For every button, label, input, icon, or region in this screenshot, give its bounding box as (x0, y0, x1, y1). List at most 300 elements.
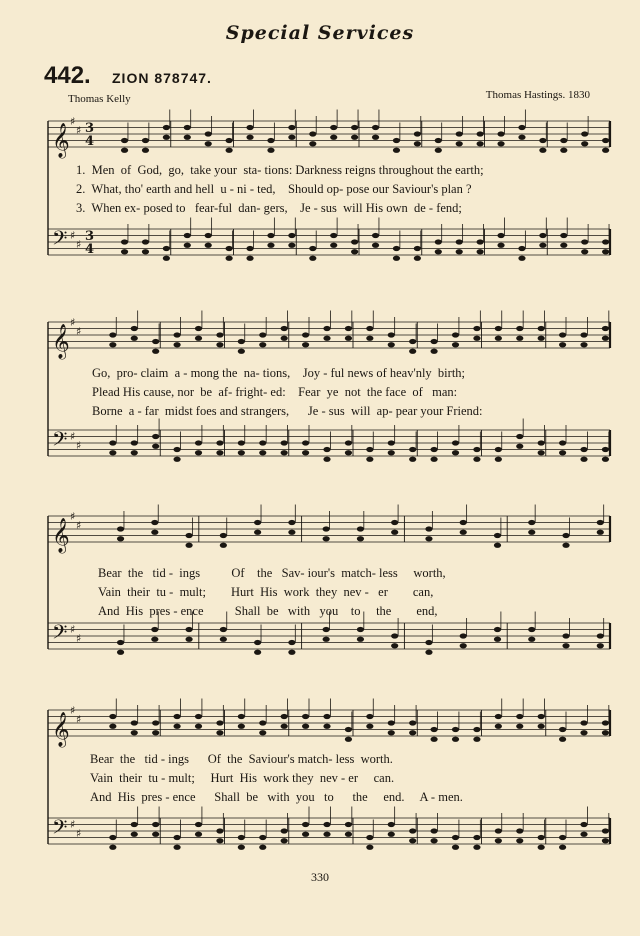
note-head (302, 332, 309, 337)
note-head (516, 724, 523, 729)
note-head (366, 326, 373, 331)
note-head (425, 640, 432, 645)
note-head (409, 730, 416, 735)
note-head (366, 724, 373, 729)
note-head (281, 336, 288, 341)
note-head (495, 838, 502, 843)
note-head (560, 233, 567, 238)
note-head (495, 447, 502, 452)
lyric-line: 3. When ex- posed to fear-ful dan- gers, Je - sus will His own de - fend; (76, 201, 462, 215)
note-head (267, 233, 274, 238)
note-head (205, 141, 212, 146)
note-head (581, 131, 588, 136)
note-head (409, 339, 416, 344)
note-head (452, 845, 459, 850)
note-head (226, 246, 233, 251)
note-head (259, 332, 266, 337)
note-head (559, 450, 566, 455)
note-head (559, 727, 566, 732)
note-head (602, 249, 609, 254)
bass-clef-icon: 𝄢 (52, 620, 68, 649)
note-head (121, 249, 128, 254)
note-head (267, 138, 274, 143)
note-head (238, 714, 245, 719)
note-head (109, 342, 116, 347)
note-head (117, 640, 124, 645)
note-head (538, 450, 545, 455)
sharp-icon: ♯ (76, 519, 82, 532)
note-head (456, 249, 463, 254)
note-head (195, 326, 202, 331)
sharp-icon: ♯ (70, 229, 76, 242)
hymn-author: Thomas Kelly (68, 93, 131, 105)
note-head (121, 148, 128, 153)
note-head (288, 233, 295, 238)
note-head (431, 339, 438, 344)
note-head (580, 720, 587, 725)
note-head (195, 822, 202, 827)
note-head (538, 326, 545, 331)
note-head (560, 138, 567, 143)
note-head (174, 845, 181, 850)
note-head (142, 239, 149, 244)
note-head (538, 835, 545, 840)
note-head (259, 440, 266, 445)
note-head (323, 714, 330, 719)
note-head (259, 720, 266, 725)
note-head (388, 440, 395, 445)
note-head (460, 643, 467, 648)
note-head (560, 243, 567, 248)
note-head (495, 326, 502, 331)
note-head (216, 342, 223, 347)
sharp-icon: ♯ (76, 124, 82, 137)
lyric-line: Borne a - far midst foes and strangers, Je - sus will ap- pear your Friend: (92, 404, 483, 418)
note-head (477, 239, 484, 244)
note-head (538, 336, 545, 341)
note-head (345, 336, 352, 341)
note-head (602, 148, 609, 153)
note-head (152, 444, 159, 449)
note-head (151, 520, 158, 525)
note-head (580, 832, 587, 837)
note-head (323, 822, 330, 827)
sharp-icon: ♯ (70, 430, 76, 443)
note-head (388, 332, 395, 337)
note-head (109, 845, 116, 850)
note-head (216, 332, 223, 337)
note-head (259, 730, 266, 735)
note-head (259, 835, 266, 840)
note-head (580, 332, 587, 337)
note-head (259, 450, 266, 455)
note-head (151, 637, 158, 642)
note-head (425, 526, 432, 531)
note-head (205, 131, 212, 136)
page-number: 330 (311, 870, 329, 884)
note-head (539, 243, 546, 248)
hymn-number: 442. (44, 62, 91, 89)
note-head (302, 724, 309, 729)
note-head (345, 440, 352, 445)
note-head (238, 349, 245, 354)
note-head (195, 832, 202, 837)
note-head (431, 727, 438, 732)
note-head (452, 450, 459, 455)
note-head (216, 828, 223, 833)
note-head (516, 714, 523, 719)
note-head (330, 125, 337, 130)
note-head (238, 835, 245, 840)
note-head (351, 239, 358, 244)
note-head (497, 243, 504, 248)
note-head (366, 447, 373, 452)
note-head (195, 450, 202, 455)
note-head (121, 239, 128, 244)
note-head (409, 447, 416, 452)
note-head (152, 730, 159, 735)
lyric-line: 2. What, tho' earth and hell u - ni - ted, Should op- pose our Saviour's plan ? (76, 182, 472, 196)
note-head (302, 832, 309, 837)
note-head (121, 138, 128, 143)
note-head (195, 724, 202, 729)
note-head (330, 243, 337, 248)
note-head (109, 450, 116, 455)
note-head (163, 125, 170, 130)
note-head (538, 440, 545, 445)
note-head (580, 822, 587, 827)
treble-clef-icon: 𝄞 (52, 518, 70, 553)
note-head (414, 246, 421, 251)
note-head (246, 135, 253, 140)
lyric-line: And His pres - ence Shall be with you to the end. A - men. (90, 790, 463, 804)
note-head (131, 720, 138, 725)
note-head (494, 543, 501, 548)
note-head (425, 536, 432, 541)
sharp-icon: ♯ (70, 115, 76, 128)
note-head (323, 627, 330, 632)
time-signature: 4 (85, 242, 95, 257)
note-head (456, 239, 463, 244)
note-head (309, 246, 316, 251)
note-head (431, 447, 438, 452)
note-head (226, 138, 233, 143)
note-head (238, 339, 245, 344)
note-head (174, 332, 181, 337)
note-head (497, 233, 504, 238)
note-head (516, 326, 523, 331)
note-head (109, 835, 116, 840)
note-head (174, 835, 181, 840)
lyric-line: And His pres - ence Shall be with you to the end, (98, 604, 438, 618)
note-head (518, 256, 525, 261)
note-head (495, 724, 502, 729)
note-head (495, 336, 502, 341)
note-head (409, 828, 416, 833)
note-head (473, 457, 480, 462)
note-head (238, 440, 245, 445)
note-head (281, 326, 288, 331)
note-head (602, 720, 609, 725)
note-head (163, 135, 170, 140)
page-header: Special Services (225, 22, 415, 44)
note-head (323, 336, 330, 341)
note-head (366, 457, 373, 462)
note-head (246, 125, 253, 130)
note-head (117, 536, 124, 541)
note-head (152, 434, 159, 439)
note-head (184, 125, 191, 130)
note-head (580, 457, 587, 462)
note-head (562, 543, 569, 548)
note-head (238, 450, 245, 455)
note-head (226, 148, 233, 153)
note-head (302, 714, 309, 719)
note-head (288, 125, 295, 130)
note-head (216, 440, 223, 445)
hymn-composer: Thomas Hastings. 1830 (485, 89, 590, 101)
note-head (372, 233, 379, 238)
note-head (351, 125, 358, 130)
note-head (195, 714, 202, 719)
note-head (330, 233, 337, 238)
note-head (518, 246, 525, 251)
note-head (602, 838, 609, 843)
note-head (559, 835, 566, 840)
sharp-icon: ♯ (76, 238, 82, 251)
note-head (452, 440, 459, 445)
lyric-line: Bear the tid - ings Of the Sav- iour's match- less worth, (98, 566, 446, 580)
note-head (452, 737, 459, 742)
sharp-icon: ♯ (76, 439, 82, 452)
note-head (456, 131, 463, 136)
note-head (452, 727, 459, 732)
note-head (562, 633, 569, 638)
note-head (345, 737, 352, 742)
note-head (516, 838, 523, 843)
note-head (267, 148, 274, 153)
note-head (345, 822, 352, 827)
note-head (497, 131, 504, 136)
note-head (435, 148, 442, 153)
note-head (109, 714, 116, 719)
note-head (581, 141, 588, 146)
note-head (372, 135, 379, 140)
note-head (528, 530, 535, 535)
note-head (391, 530, 398, 535)
note-head (288, 640, 295, 645)
note-head (246, 256, 253, 261)
note-head (477, 249, 484, 254)
note-head (302, 440, 309, 445)
note-head (185, 627, 192, 632)
note-head (494, 627, 501, 632)
note-head (288, 530, 295, 535)
note-head (152, 822, 159, 827)
note-head (516, 444, 523, 449)
note-head (267, 243, 274, 248)
note-head (528, 520, 535, 525)
note-head (259, 342, 266, 347)
note-head (288, 243, 295, 248)
note-head (131, 336, 138, 341)
tune-name: ZION 878747. (112, 70, 212, 86)
note-head (151, 627, 158, 632)
sharp-icon: ♯ (76, 827, 82, 840)
note-head (281, 714, 288, 719)
note-head (281, 838, 288, 843)
note-head (518, 125, 525, 130)
note-head (393, 138, 400, 143)
note-head (539, 138, 546, 143)
note-head (131, 450, 138, 455)
note-head (131, 730, 138, 735)
note-head (559, 332, 566, 337)
note-head (494, 637, 501, 642)
note-head (220, 637, 227, 642)
note-head (495, 714, 502, 719)
note-head (414, 141, 421, 146)
sharp-icon: ♯ (76, 713, 82, 726)
note-head (131, 326, 138, 331)
sharp-icon: ♯ (76, 632, 82, 645)
note-head (597, 520, 604, 525)
note-head (220, 627, 227, 632)
note-head (142, 148, 149, 153)
note-head (452, 342, 459, 347)
note-head (226, 256, 233, 261)
note-head (391, 633, 398, 638)
note-head (174, 447, 181, 452)
lyric-line: Plead His cause, nor be af- fright- ed: Fear ye not the face of man: (92, 385, 458, 399)
note-head (473, 336, 480, 341)
sharp-icon: ♯ (70, 316, 76, 329)
note-head (109, 440, 116, 445)
note-head (366, 336, 373, 341)
note-head (425, 650, 432, 655)
note-head (539, 233, 546, 238)
lyric-line: 1. Men of God, go, take your sta- tions: Darkness reigns throughout the earth; (76, 163, 484, 177)
note-head (602, 138, 609, 143)
note-head (431, 737, 438, 742)
note-head (538, 714, 545, 719)
note-head (473, 737, 480, 742)
note-head (259, 845, 266, 850)
note-head (117, 526, 124, 531)
note-head (516, 336, 523, 341)
note-head (388, 720, 395, 725)
note-head (580, 730, 587, 735)
note-head (538, 845, 545, 850)
note-head (323, 832, 330, 837)
note-head (597, 530, 604, 535)
note-head (559, 440, 566, 445)
note-head (409, 720, 416, 725)
note-head (357, 526, 364, 531)
note-head (309, 131, 316, 136)
lyric-line: Bear the tid - ings Of the Saviour's match- less worth. (90, 752, 393, 766)
note-head (602, 457, 609, 462)
note-head (559, 737, 566, 742)
note-head (246, 246, 253, 251)
note-head (473, 835, 480, 840)
note-head (372, 125, 379, 130)
time-signature: 4 (85, 134, 95, 149)
note-head (195, 440, 202, 445)
note-head (163, 246, 170, 251)
note-head (288, 520, 295, 525)
note-head (431, 838, 438, 843)
note-head (391, 520, 398, 525)
note-head (414, 131, 421, 136)
note-head (323, 637, 330, 642)
sharp-icon: ♯ (70, 818, 76, 831)
note-head (220, 543, 227, 548)
note-head (580, 447, 587, 452)
note-head (238, 724, 245, 729)
note-head (388, 450, 395, 455)
note-head (281, 828, 288, 833)
lyric-line: Go, pro- claim a - mong the na- tions, Joy - ful news of heav'nly birth; (92, 366, 466, 380)
note-head (185, 543, 192, 548)
note-head (581, 239, 588, 244)
note-head (473, 447, 480, 452)
note-head (174, 457, 181, 462)
note-head (345, 450, 352, 455)
note-head (184, 135, 191, 140)
note-head (602, 828, 609, 833)
note-head (528, 627, 535, 632)
note-head (254, 530, 261, 535)
time-signature: 3 (85, 121, 95, 136)
note-head (152, 349, 159, 354)
note-head (357, 637, 364, 642)
note-head (151, 530, 158, 535)
note-head (345, 832, 352, 837)
note-head (562, 643, 569, 648)
note-head (597, 643, 604, 648)
note-head (477, 131, 484, 136)
note-head (216, 730, 223, 735)
note-head (323, 724, 330, 729)
note-head (602, 447, 609, 452)
note-head (562, 533, 569, 538)
note-head (494, 533, 501, 538)
note-head (323, 536, 330, 541)
note-head (602, 336, 609, 341)
note-head (559, 342, 566, 347)
note-head (539, 148, 546, 153)
bass-clef-icon: 𝄢 (52, 427, 68, 456)
note-head (184, 243, 191, 248)
note-head (477, 141, 484, 146)
sharp-icon: ♯ (70, 623, 76, 636)
note-head (435, 249, 442, 254)
note-head (452, 835, 459, 840)
note-head (309, 256, 316, 261)
lyric-line: Vain their tu - mult; Hurt His work they nev - er can, (98, 585, 434, 599)
note-head (205, 233, 212, 238)
note-head (302, 342, 309, 347)
note-head (460, 520, 467, 525)
note-head (602, 239, 609, 244)
note-head (435, 138, 442, 143)
note-head (281, 440, 288, 445)
note-head (323, 447, 330, 452)
treble-clef-icon: 𝄞 (52, 712, 70, 747)
bass-clef-icon: 𝄢 (52, 226, 68, 255)
note-head (435, 239, 442, 244)
